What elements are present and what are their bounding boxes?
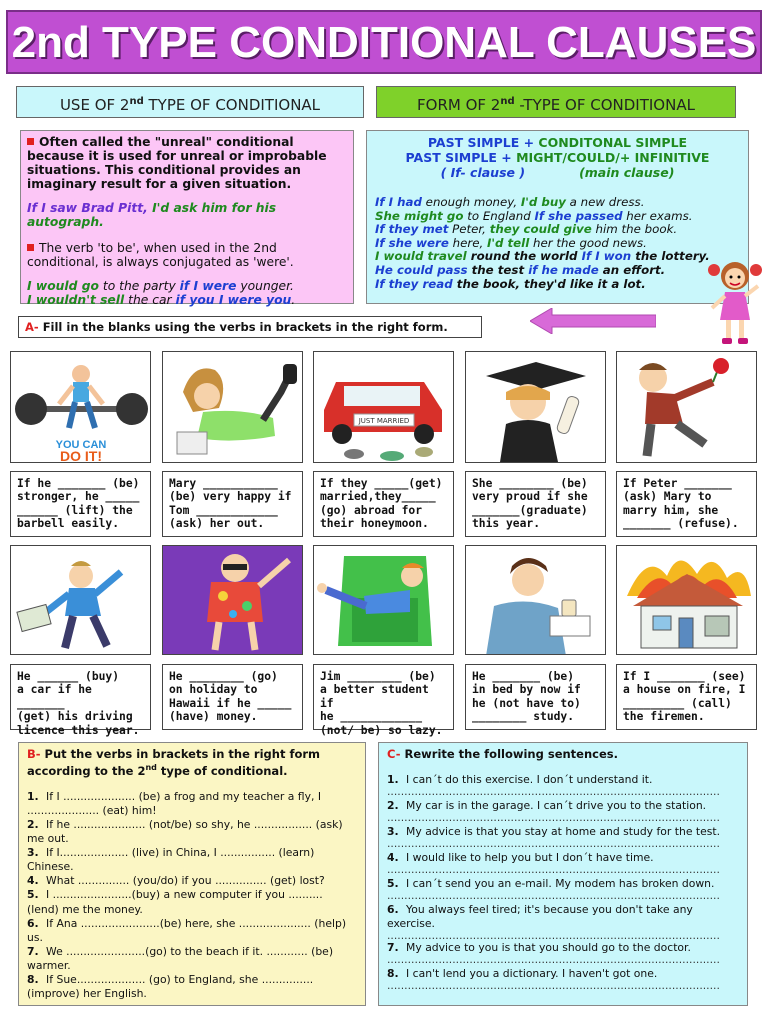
section-a-instruction: A- Fill in the blanks using the verbs in brackets in the right form. bbox=[18, 316, 482, 338]
student-in-bed-picture bbox=[465, 545, 606, 655]
exercise-a-card-1: If he _______ (be) stronger, he _____ ______ (lift) the barbell easily. bbox=[10, 471, 151, 537]
section-c-item: 7. My advice to you is that you should go to the doctor. ................................................................................................. bbox=[387, 941, 739, 967]
section-c-box bbox=[378, 742, 748, 1006]
section-b-item: 2. If he ..................... (not/be) so shy, he ................. (ask) me out. bbox=[27, 818, 343, 846]
man-with-rose-picture bbox=[616, 351, 757, 463]
answer-line[interactable]: ................................................................................................. bbox=[387, 865, 720, 875]
arrow-left-icon bbox=[530, 308, 656, 334]
section-c-item: 3. My advice is that you stay at home and study for the test. ................................................................................................. bbox=[387, 825, 739, 851]
form-examples bbox=[375, 196, 740, 291]
exercise-a-card-4: She ________ (be) very proud if she _______(graduate) this year. bbox=[465, 471, 606, 537]
section-b-item: 5. I .......................(buy) a new computer if you .......... (lend) me the money. bbox=[27, 888, 323, 916]
section-b-instruction: B- Put the verbs in brackets in the right form according to the 2nd type of conditional. bbox=[27, 747, 321, 778]
caption-do-it: DO IT! bbox=[60, 448, 102, 463]
section-c-list bbox=[387, 773, 739, 993]
house-on-fire-picture bbox=[616, 545, 757, 655]
section-b-item: 3. If I.................... (live) in China, I ................ (learn) Chinese. bbox=[27, 846, 315, 874]
form-example-line: If I had enough money, I'd buy a new dress. bbox=[375, 195, 645, 209]
exercise-a-card-9: He _______ (be) in bed by now if he (not have to) ________ study. bbox=[465, 664, 606, 730]
graduate-picture bbox=[465, 351, 606, 463]
form-example-line: If they met Peter, they could give him the book. bbox=[375, 222, 678, 237]
weightlifter-picture bbox=[10, 351, 151, 463]
section-c-instruction: C- Rewrite the following sentences. bbox=[387, 747, 618, 761]
section-b-box bbox=[18, 742, 366, 1006]
form-example-line: She might go to England If she passed her exams. bbox=[375, 208, 693, 223]
section-c-item: 5. I can´t send you an e-mail. My modem has broken down. ................................................................................................. bbox=[387, 877, 739, 903]
exercise-a-card-3: If they _____(get) married,they_____ (go) abroad for their honeymoon. bbox=[313, 471, 454, 537]
exercise-a-card-7: He ________ (go) on holiday to Hawaii if he _____ (have) money. bbox=[162, 664, 303, 730]
section-c-item: 8. I can't lend you a dictionary. I haven't got one. ................................................................................................. bbox=[387, 967, 739, 993]
answer-line[interactable]: ................................................................................................. bbox=[387, 787, 720, 797]
form-example-line: If she were here, I'd tell her the good news. bbox=[375, 235, 647, 250]
answer-line[interactable]: ................................................................................................. bbox=[387, 931, 720, 941]
section-b-item: 8. If Sue.................... (go) to England, she ............... (improve) her English. bbox=[27, 973, 314, 1001]
section-b-item: 1. If I ..................... (be) a frog and my teacher a fly, I ..................... (eat) him! bbox=[27, 789, 322, 817]
exercise-a-card-8: Jim ________ (be) a better student if he ____________ (not/ be) so lazy. bbox=[313, 664, 454, 730]
section-b-item: 7. We .......................(go) to the beach if it. ............ (be) warmer. bbox=[27, 944, 334, 972]
exercise-a-card-10: If I _______ (see) a house on fire, I _________ (call) the firemen. bbox=[616, 664, 757, 730]
section-c-item: 2. My car is in the garage. I can´t drive you to the station. ................................................................................................. bbox=[387, 799, 739, 825]
holiday-tourist-picture bbox=[162, 545, 303, 655]
caption-you-can: YOU CAN bbox=[55, 439, 107, 451]
form-explanation-box: PAST SIMPLE + CONDITONAL SIMPLE PAST SIMPLE + MIGHT/COULD/+ INFINITIVE ( If- clause ) (main clause) If I had enough money, I'd buy a new dress. She might go to England If she passed her exams. If they met Peter, they could give him the book. If she were here, I'd tell her the good news. I would travel round the world If I won the lottery. He could pass the test if he made an effort. If they read the book, they'd like it a lot. bbox=[366, 130, 749, 304]
section-c-item: 4. I would like to help you but I don´t have time. ................................................................................................. bbox=[387, 851, 739, 877]
cartoon-girl-icon bbox=[706, 256, 764, 350]
form-example-line: If they read the book, they'd like it a lot. bbox=[375, 276, 646, 291]
section-b-item: 4. What ............... (you/do) if you ............... (get) lost? bbox=[27, 874, 325, 888]
wedding-car-picture bbox=[313, 351, 454, 463]
answer-line[interactable]: ................................................................................................. bbox=[387, 839, 720, 849]
page-title: 2nd TYPE CONDITIONAL CLAUSES bbox=[6, 10, 762, 74]
exercise-a-card-6: He ______ (buy) a car if he _______ (get) his driving licence this year. bbox=[10, 664, 151, 730]
red-bullet-icon bbox=[27, 244, 34, 251]
girl-lying-picture bbox=[162, 351, 303, 463]
boy-in-armchair-picture bbox=[313, 545, 454, 655]
answer-line[interactable]: ................................................................................................. bbox=[387, 891, 720, 901]
form-example-line: He could pass the test if he made an effort. bbox=[375, 262, 666, 277]
form-header: FORM OF 2nd -TYPE OF CONDITIONAL bbox=[376, 86, 736, 118]
red-bullet-icon bbox=[27, 138, 34, 145]
section-b-item: 6. If Ana .......................(be) here, she ..................... (help) us. bbox=[27, 916, 347, 944]
answer-line[interactable]: ................................................................................................. bbox=[387, 813, 720, 823]
use-explanation-box: Often called the "unreal" conditional because it is used for unreal or improbable situations. This conditional provides an imaginary result for a given situation. If I saw Brad Pitt, I'd ask him for his autograph. The verb 'to be', when used in the 2nd conditional, is always conjugated as 'were'. I would go to the party if I were younger. I wouldn't sell the car if you I were you. bbox=[20, 130, 354, 304]
driving-licence-picture bbox=[10, 545, 151, 655]
just-married-sign: JUST MARRIED bbox=[358, 417, 410, 425]
answer-line[interactable]: ................................................................................................. bbox=[387, 981, 720, 991]
use-header: USE OF 2nd TYPE OF CONDITIONAL bbox=[16, 86, 364, 118]
exercise-a-card-2: Mary ___________ (be) very happy if Tom ____________ (ask) her out. bbox=[162, 471, 303, 537]
section-b-list bbox=[27, 790, 357, 1001]
answer-line[interactable]: ................................................................................................. bbox=[387, 955, 720, 965]
exercise-a-card-5: If Peter _______ (ask) Mary to marry him, she _______ (refuse). bbox=[616, 471, 757, 537]
section-c-item: 1. I can´t do this exercise. I don´t understand it. ................................................................................................. bbox=[387, 773, 739, 799]
form-example-line: I would travel round the world If I won the lottery. bbox=[375, 249, 710, 264]
section-c-item: 6. You always feel tired; it's because you don't take any exercise. ................................................................................................. bbox=[387, 903, 739, 941]
